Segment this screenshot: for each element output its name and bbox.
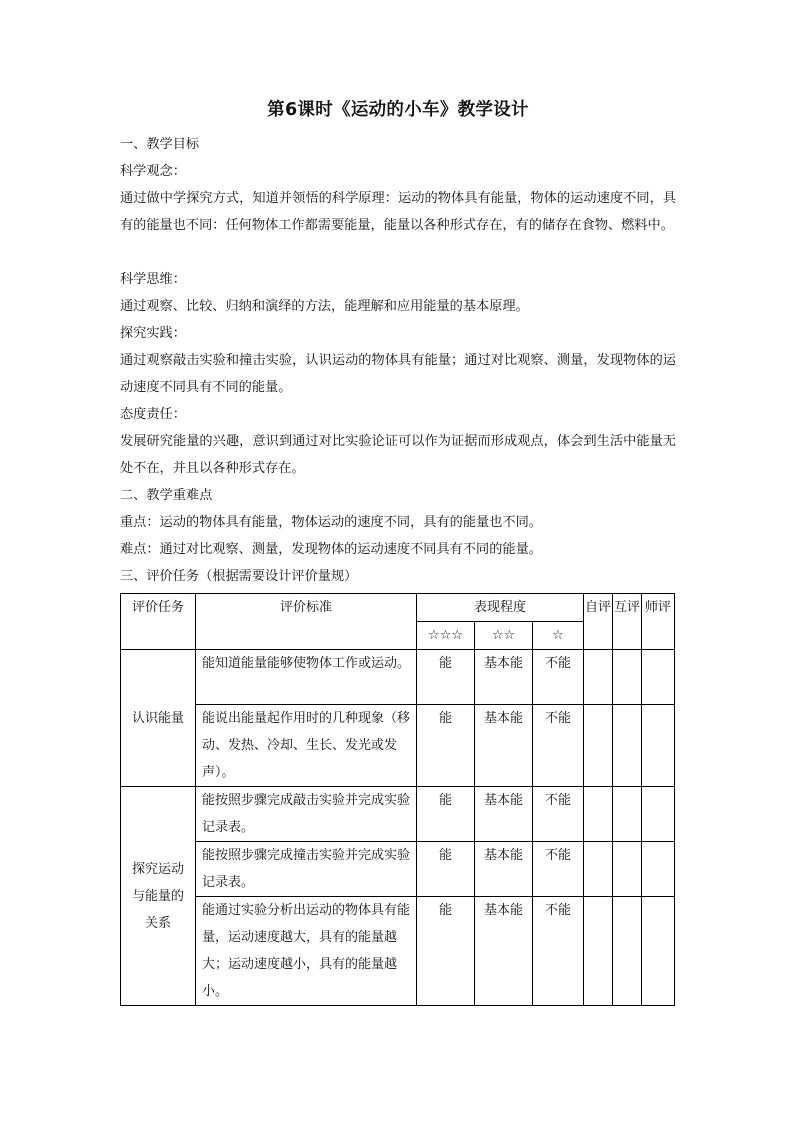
level-cell: 能 xyxy=(417,897,475,1006)
level-cell: 不能 xyxy=(533,787,584,842)
teacher-eval-cell[interactable] xyxy=(642,787,675,842)
header-task: 评价任务 xyxy=(121,594,196,650)
level-cell: 基本能 xyxy=(475,787,533,842)
task-cell: 探究运动与能量的关系 xyxy=(121,787,196,1006)
standard-cell: 能按照步骤完成撞击实验并完成实验记录表。 xyxy=(196,842,417,897)
standard-cell: 能知道能量能够使物体工作或运动。 xyxy=(196,650,417,705)
teacher-eval-cell[interactable] xyxy=(642,897,675,1006)
peer-eval-cell[interactable] xyxy=(613,787,642,842)
header-peer xyxy=(613,594,642,650)
table-row xyxy=(121,842,675,897)
header-self-label: 自评 xyxy=(584,600,611,615)
header-row xyxy=(121,594,675,622)
level-cell: 不能 xyxy=(533,705,584,787)
header-standard: 评价标准 xyxy=(196,594,417,650)
header-level: 表现程度 xyxy=(417,594,584,622)
table-row xyxy=(121,650,675,705)
level-cell: 基本能 xyxy=(475,842,533,897)
peer-eval-cell[interactable] xyxy=(613,650,642,705)
goals-heading: 一、教学目标 xyxy=(120,137,200,152)
eval-heading: 三、评价任务（根据需要设计评价量规） xyxy=(120,569,358,584)
level-cell: 基本能 xyxy=(475,897,533,1006)
self-eval-cell[interactable] xyxy=(584,650,613,705)
thinking-label: 科学思维： xyxy=(120,272,186,287)
attitude-text: 发展研究能量的兴趣，意识到通过对比实验论证可以作为证据而形成观点，体会到生活中能量无处不在，并且以各种形式存在。 xyxy=(120,434,676,476)
peer-eval-cell[interactable] xyxy=(613,842,642,897)
evaluation-table xyxy=(120,593,675,1006)
self-eval-cell[interactable] xyxy=(584,897,613,1006)
self-eval-cell[interactable] xyxy=(584,787,613,842)
standard-cell: 能说出能量起作用时的几种现象（移动、发热、冷却、生长、发光或发声）。 xyxy=(196,705,417,787)
peer-eval-cell[interactable] xyxy=(613,897,642,1006)
table-row xyxy=(121,787,675,842)
concept-text: 通过做中学探究方式，知道并领悟的科学原理：运动的物体具有能量，物体的运动速度不同，具有的能量也不同：任何物体工作都需要能量，能量以各种形式存在，有的储存在食物、燃料中。 xyxy=(120,191,676,233)
standard-cell: 能按照步骤完成敲击实验并完成实验记录表。 xyxy=(196,787,417,842)
practice-text: 通过观察敲击实验和撞击实验，认识运动的物体具有能量；通过对比观察、测量，发现物体的运动速度不同具有不同的能量。 xyxy=(120,353,676,395)
header-self xyxy=(584,594,613,650)
keypoints-heading: 二、教学重难点 xyxy=(120,488,213,503)
standard-cell: 能通过实验分析出运动的物体具有能量，运动速度越大，具有的能量越大；运动速度越小，具有的能量越小。 xyxy=(196,897,417,1006)
table-row xyxy=(121,705,675,787)
task-cell: 认识能量 xyxy=(121,650,196,787)
level-cell: 不能 xyxy=(533,897,584,1006)
concept-label: 科学观念： xyxy=(120,164,186,179)
level-cell: 能 xyxy=(417,650,475,705)
self-eval-cell[interactable] xyxy=(584,842,613,897)
level-cell: 能 xyxy=(417,705,475,787)
peer-eval-cell[interactable] xyxy=(613,705,642,787)
header-two-stars: ☆☆ xyxy=(475,622,533,650)
key-point-text: 重点：运动的物体具有能量，物体运动的速度不同，具有的能量也不同。 xyxy=(120,515,542,530)
level-cell: 能 xyxy=(417,787,475,842)
header-peer-label: 互评 xyxy=(613,600,640,615)
teacher-eval-cell[interactable] xyxy=(642,842,675,897)
teacher-eval-cell[interactable] xyxy=(642,650,675,705)
teacher-eval-cell[interactable] xyxy=(642,705,675,787)
level-cell: 不能 xyxy=(533,842,584,897)
header-three-stars: ☆☆☆ xyxy=(417,622,475,650)
level-cell: 能 xyxy=(417,842,475,897)
page-title: 第6课时《运动的小车》教学设计 xyxy=(267,100,529,120)
self-eval-cell[interactable] xyxy=(584,705,613,787)
header-one-star: ☆ xyxy=(533,622,584,650)
practice-label: 探究实践： xyxy=(120,326,186,341)
header-teacher-label: 师评 xyxy=(644,600,671,615)
difficult-point-text: 难点：通过对比观察、测量，发现物体的运动速度不同具有不同的能量。 xyxy=(120,542,542,557)
level-cell: 基本能 xyxy=(475,650,533,705)
level-cell: 不能 xyxy=(533,650,584,705)
thinking-text: 通过观察、比较、归纳和演绎的方法，能理解和应用能量的基本原理。 xyxy=(120,299,529,314)
attitude-label: 态度责任： xyxy=(120,407,186,422)
header-teacher xyxy=(642,594,675,650)
table-row xyxy=(121,897,675,1006)
level-cell: 基本能 xyxy=(475,705,533,787)
